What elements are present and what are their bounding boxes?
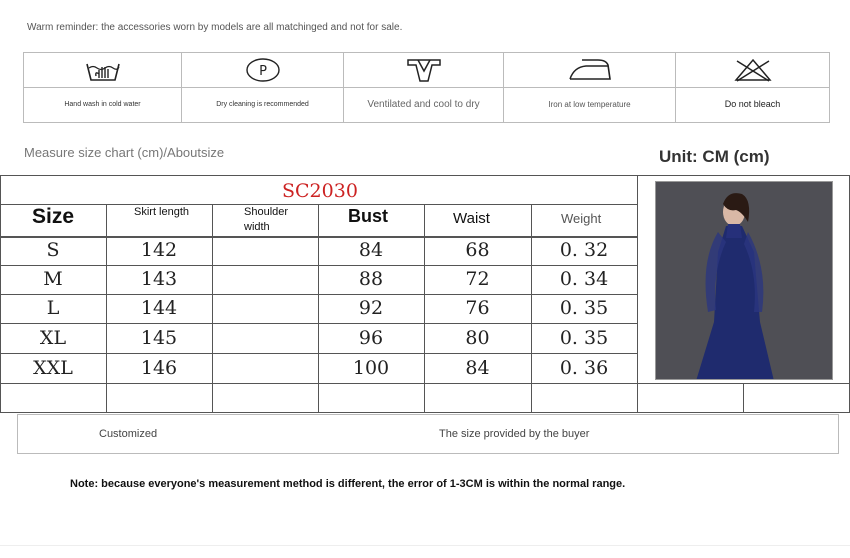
cell-weight: 0. 36 <box>559 357 609 379</box>
cell-waist: 80 <box>465 327 490 349</box>
custom-description: The size provided by the buyer <box>439 428 590 440</box>
cell-waist: 84 <box>465 357 490 379</box>
cell-weight: 0. 35 <box>559 327 609 349</box>
hand-wash-icon <box>24 53 181 88</box>
unit-label: Unit: CM (cm) <box>659 147 770 166</box>
dry-clean-icon <box>182 53 343 88</box>
cell-skirt-length: 146 <box>140 357 178 379</box>
care-label: Do not bleach <box>724 99 781 110</box>
care-dry-clean <box>182 53 344 122</box>
care-hang-dry <box>344 53 504 122</box>
iron-low-icon <box>504 53 675 88</box>
care-label: Hand wash in cold water <box>64 101 141 109</box>
cell-weight: 0. 35 <box>559 297 609 319</box>
cell-bust: 84 <box>358 239 384 261</box>
care-iron-low <box>504 53 676 122</box>
cell-waist: 72 <box>465 268 490 290</box>
cell-bust: 100 <box>352 357 390 379</box>
care-label: Ventilated and cool to dry <box>367 98 480 110</box>
dry-clean-symbol: P <box>258 64 267 79</box>
custom-label: Customized <box>99 428 158 440</box>
cell-waist: 68 <box>465 239 490 261</box>
care-label: Dry cleaning is recommended <box>216 101 309 109</box>
care-no-bleach <box>676 53 829 122</box>
header-size: Size <box>32 205 75 228</box>
divider <box>0 545 850 546</box>
cell-skirt-length: 145 <box>140 327 178 349</box>
measurement-note: Note: because everyone's measurement method is different, the error of 1-3CM is within the normal range. <box>70 478 626 490</box>
cell-bust: 88 <box>358 268 384 290</box>
cell-bust: 96 <box>358 327 384 349</box>
cell-weight: 0. 34 <box>559 268 609 290</box>
header-shoulder-width: Shoulder width <box>244 206 289 233</box>
cell-bust: 92 <box>358 297 384 319</box>
care-label: Iron at low temperature <box>548 99 631 109</box>
cell-skirt-length: 144 <box>140 297 178 319</box>
cell-skirt-length: 143 <box>140 268 178 290</box>
care-instructions <box>23 52 830 123</box>
care-hand-wash <box>24 53 182 122</box>
header-bust: Bust <box>348 206 388 226</box>
cell-size: S <box>46 239 60 261</box>
product-code: SC2030 <box>282 180 358 202</box>
header-waist: Waist <box>453 210 490 227</box>
cell-size: L <box>46 297 60 319</box>
header-skirt-length: Skirt length <box>134 206 190 218</box>
cell-waist: 76 <box>465 297 490 319</box>
measure-title: Measure size chart (cm)/Aboutsize <box>24 145 225 160</box>
hang-dry-icon <box>344 53 503 88</box>
no-bleach-icon <box>676 53 829 88</box>
cell-size: XXL <box>33 357 73 379</box>
cell-skirt-length: 142 <box>140 239 178 261</box>
cell-size: M <box>43 268 63 290</box>
model-photo <box>655 181 833 380</box>
header-weight: Weight <box>561 211 602 226</box>
cell-weight: 0. 32 <box>559 239 609 261</box>
warm-reminder: Warm reminder: the accessories worn by models are all matchinged and not for sale. <box>27 22 403 33</box>
cell-size: XL <box>39 327 67 349</box>
